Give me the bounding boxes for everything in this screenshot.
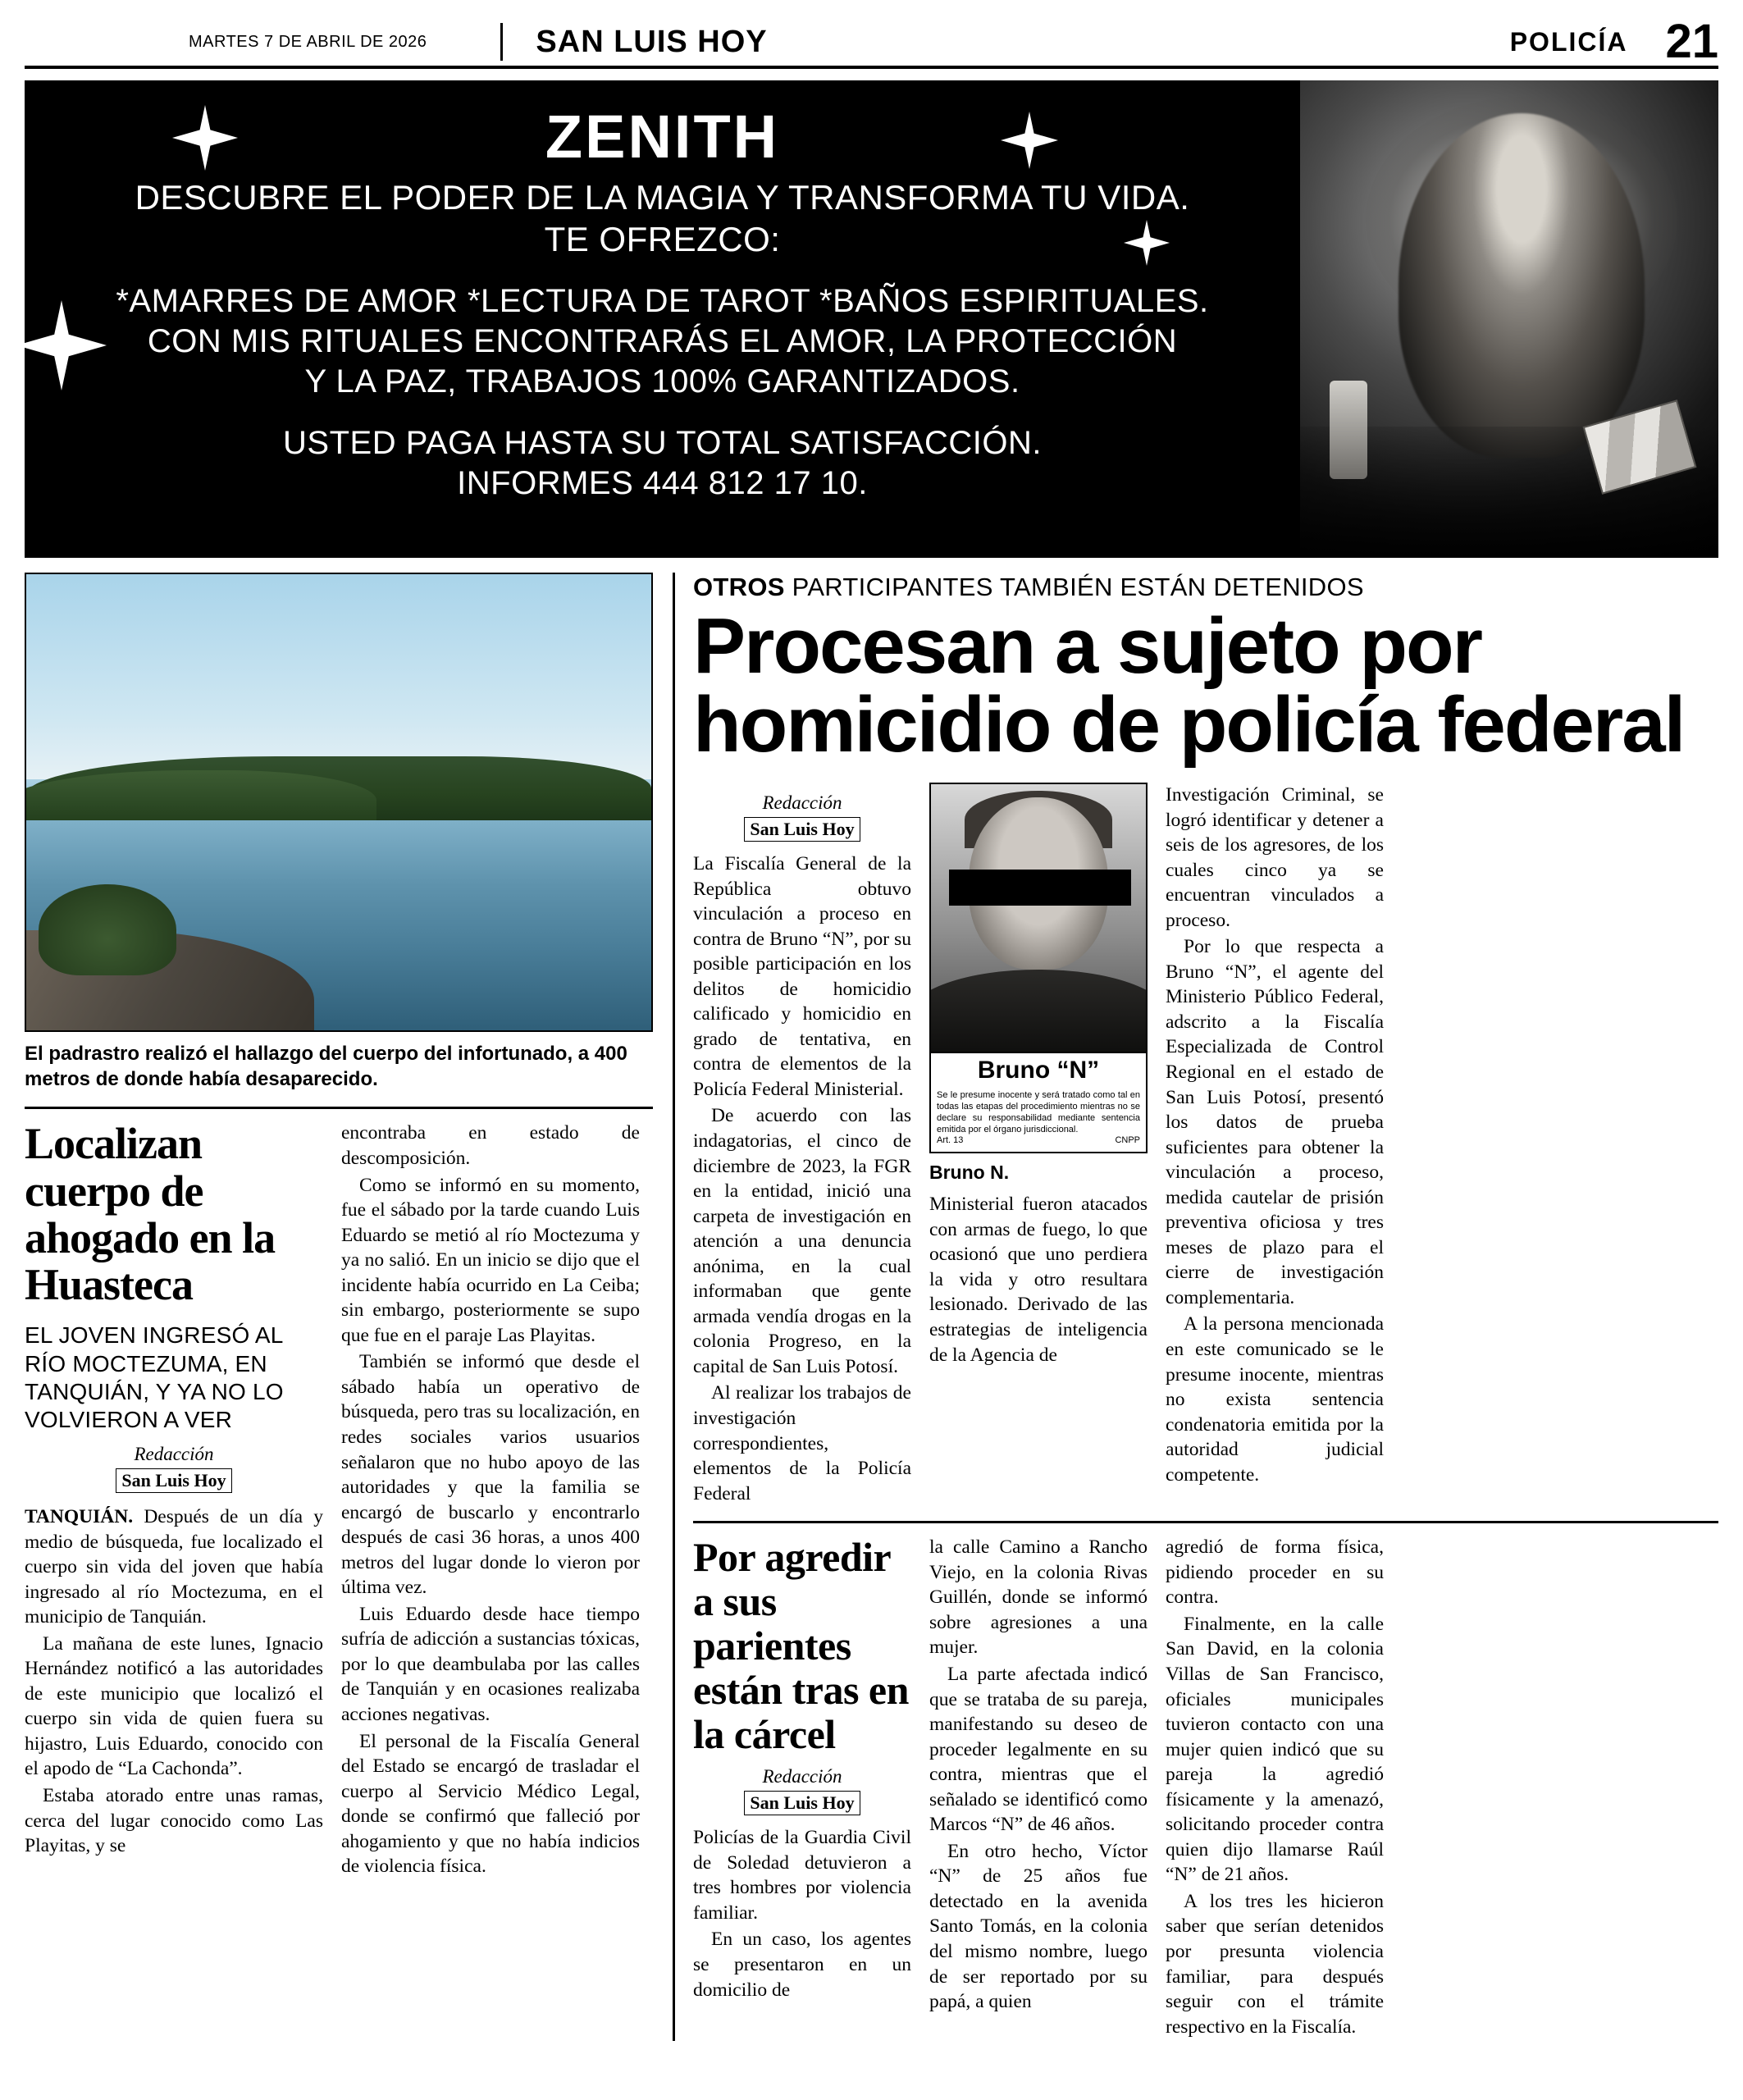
left-byline (25, 1444, 323, 1493)
legal-citation (937, 1135, 1140, 1147)
right-column (693, 573, 1718, 2041)
second-story-col-3 (1166, 1535, 1384, 2041)
photo-caption: El padrastro realizó el hallazgo del cuerpo del infortunado, a 400 metros de donde había desaparecido. (25, 1043, 627, 1090)
left-story-col-1 (25, 1121, 323, 1880)
main-byline (693, 792, 911, 842)
ad-line-3: *AMARRES DE AMOR *LECTURA DE TAROT *BAÑOS ESPIRITUALES. (116, 283, 1209, 320)
legal-text: Se le presume inocente y será tratado como tal en todas las etapas del procedimiento mientras no se declare su responsabilidad mediante sentencia emitida por el órgano jurisdiccional. (937, 1090, 1140, 1134)
main-headline: Procesan a sujeto por homicidio de policía federal (693, 602, 1685, 769)
byline-outlet: San Luis Hoy (744, 817, 860, 842)
paragraph: Policías de la Guardia Civil de Soledad detuvieron a tres hombres por violencia familiar. (693, 1827, 911, 1924)
paragraph: Estaba atorado entre unas ramas, cerca del lugar conocido como Las Playitas, y se (25, 1785, 323, 1857)
paragraph: La mañana de este lunes, Ignacio Hernández notificó a las autoridades de este municipio que localizó el cuerpo sin vida de quien fuera su hijastro, Luis Eduardo, conocido con el apodo de “La Cachonda”. (25, 1632, 323, 1780)
overline-rest: PARTICIPANTES TAMBIÉN ESTÁN DETENIDOS (784, 573, 1364, 601)
paragraph: En un caso, los agentes se presentaron en un domicilio de (693, 1929, 911, 2001)
ad-text-block (25, 80, 1300, 558)
star-icon (1001, 112, 1058, 169)
second-byline (693, 1766, 911, 1815)
left-kicker: EL JOVEN INGRESÓ AL RÍO MOCTEZUMA, EN TANQUIÁN, Y YA NO LO VOLVIERON A VER (25, 1322, 284, 1432)
main-story-col-1 (693, 783, 911, 1508)
second-story (693, 1535, 1718, 2041)
masthead-date: MARTES 7 DE ABRIL DE 2026 (189, 32, 427, 51)
mugshot-cutline: Bruno N. (929, 1162, 1010, 1184)
byline-role: Redacción (762, 792, 842, 813)
ad-photo-fortune-teller (1300, 80, 1718, 558)
column-divider (673, 573, 675, 2041)
main-overline (693, 573, 1718, 602)
page-content (25, 573, 1718, 2041)
paragraph: La Fiscalía General de la República obtuvo vinculación a proceso en contra de Bruno “N”, por su posible participación en los delitos de homicidio calificado y homicidio en grado de tentativa, en contra de elementos de la Policía Federal Ministerial. (693, 853, 911, 1100)
overline-bold: OTROS (693, 573, 785, 601)
masthead-divider (500, 23, 503, 61)
second-story-col-1 (693, 1535, 911, 2041)
paragraph: A la persona mencionada en este comunicado se le presume inocente, mientras no exista sentencia condenatoria emitida por la autoridad judicial competente. (1166, 1313, 1384, 1486)
main-story-col-2 (929, 783, 1148, 1508)
masthead-title: SAN LUIS HOY (536, 24, 768, 59)
left-story-col-2 (341, 1121, 640, 1880)
paragraph: Por lo que respecta a Bruno “N”, el agente del Ministerio Público Federal, adscrito a la Fiscalía Especializada de Control Regional en el estado de San Luis Potosí, presentó los datos de prueba suficientes para obtener la vinculación a proceso, medida cautelar de prisión preventiva oficiosa y tres meses de plazo para el cierre de investigación complementaria. (1166, 936, 1384, 1308)
ad-line-1: DESCUBRE EL PODER DE LA MAGIA Y TRANSFORMA TU VIDA. (135, 178, 1190, 217)
mugshot-photo (929, 783, 1148, 1053)
legal-article: Art. 13 (937, 1135, 964, 1146)
ad-line-4: CON MIS RITUALES ENCONTRARÁS EL AMOR, LA PROTECCIÓN (147, 323, 1178, 360)
ad-brand: ZENITH (545, 103, 780, 171)
paragraph: De acuerdo con las indagatorias, el cinco de diciembre de 2023, la FGR en la entidad, inició una carpeta de investigación en atención a una denuncia anónima, en la cual informaban que gente armada vendía drogas en la colonia Progreso, en la capital de San Luis Potosí. (693, 1105, 911, 1377)
divider (693, 1521, 1718, 1523)
paragraph: En otro hecho, Víctor “N” de 25 años fue detectado en la avenida Santo Tomás, en la colonia del mismo nombre, luego de ser reportado por su papá, a quien (929, 1840, 1148, 2013)
byline-outlet: San Luis Hoy (116, 1468, 231, 1493)
river-photo (25, 573, 653, 1032)
ad-line-5: Y LA PAZ, TRABAJOS 100% GARANTIZADOS. (304, 363, 1020, 400)
masthead-section: POLICÍA (1509, 26, 1628, 57)
paragraph: Luis Eduardo desde hace tiempo sufría de adicción a sustancias tóxicas, por lo que deambulaba por las calles de Tanquián y en ocasiones realizaba acciones negativas. (341, 1603, 640, 1726)
byline-outlet: San Luis Hoy (744, 1791, 860, 1815)
advertisement[interactable] (25, 80, 1718, 558)
paragraph: la calle Camino a Rancho Viejo, en la colonia Rivas Guillén, donde se informó sobre agresiones a una mujer. (929, 1536, 1148, 1659)
left-column (25, 573, 673, 2041)
legal-code: CNPP (1115, 1135, 1140, 1146)
ad-phone: INFORMES 444 812 17 10. (457, 464, 868, 501)
left-headline: Localizan cuerpo de ahogado en la Huasteca (25, 1119, 276, 1310)
left-story (25, 1121, 653, 1880)
byline-role: Redacción (762, 1766, 842, 1787)
paragraph: El personal de la Fiscalía General del Estado se encargó de trasladar el cuerpo al Servicio Médico Legal, donde se confirmó que falleció por ahogamiento y que no había indicios de violencia física. (341, 1730, 640, 1878)
masthead (25, 15, 1718, 69)
paragraph: Al realizar los trabajos de investigación correspondientes, elementos de la Policía Federal (693, 1382, 911, 1504)
paragraph-text: Después de un día y medio de búsqueda, fue localizado el cuerpo sin vida del joven que había ingresado al río Moctezuma, en el municipio de Tanquián. (25, 1506, 324, 1628)
paragraph: También se informó que desde el sábado había un operativo de búsqueda, pero tras su localización, en redes sociales varios usuarios señalaron que no hubo apoyo de las autoridades y que la familia se encargó de buscarlo y encontrarlo después de casi 36 horas, a unos 400 metros del lugar donde lo vieron por última vez. (341, 1351, 640, 1599)
star-icon (25, 300, 107, 390)
paragraph: A los tres les hicieron saber que serían detenidos por presunta violencia familiar, para después seguir con el trámite respectivo en la Fiscalía. (1166, 1890, 1384, 2038)
byline-role: Redacción (134, 1444, 214, 1464)
divider (25, 1107, 653, 1109)
second-headline: Por agredir a sus parientes están tras en la cárcel (693, 1534, 909, 1758)
paragraph: Como se informó en su momento, fue el sábado por la tarde cuando Luis Eduardo se metió al río Moctezuma y ya no salió. En un inicio se dijo que el incidente había ocurrido en La Ceiba; sin embargo, posteriormente se supo que fue en el paraje Las Playitas. (341, 1174, 640, 1346)
ad-line-6: USTED PAGA HASTA SU TOTAL SATISFACCIÓN. (283, 424, 1042, 461)
paragraph: encontraba en estado de descomposición. (341, 1122, 640, 1169)
paragraph: Investigación Criminal, se logró identificar y detener a seis de los agresores, de los cuales cinco ya se encuentran vinculados a proceso. (1166, 784, 1384, 931)
mugshot-legal-notice (929, 1086, 1148, 1153)
paragraph (25, 1504, 323, 1630)
eye-censor-bar (949, 870, 1131, 906)
paragraph: Finalmente, en la calle San David, en la colonia Villas de San Francisco, oficiales municipales tuvieron contacto con una mujer quien indicó que su pareja la agredió físicamente y la amenazó, solicitando proceder contra quien dijo llamarse Raúl “N” de 21 años. (1166, 1613, 1384, 1886)
paragraph-lead: TANQUIÁN. (25, 1506, 134, 1527)
paragraph: Ministerial fueron atacados con armas de fuego, lo que ocasionó que uno perdiera la vida y otro resultara lesionado. Derivado de las estrategias de inteligencia de la Agencia de (929, 1194, 1148, 1366)
star-icon (1124, 220, 1170, 266)
ad-line-2: TE OFREZCO: (544, 220, 781, 259)
second-story-col-2 (929, 1535, 1148, 2041)
main-story (693, 783, 1718, 1508)
mugshot-name: Bruno “N” (929, 1053, 1148, 1086)
paragraph: La parte afectada indicó que se trataba de su pareja, manifestando su deseo de proceder legalmente en su contra, mientras que el señalado se identificó como Marcos “N” de 46 años. (929, 1663, 1148, 1836)
paragraph: agredió de forma física, pidiendo proceder en su contra. (1166, 1536, 1384, 1609)
page-number: 21 (1665, 15, 1718, 68)
star-icon (172, 105, 238, 171)
main-story-col-3 (1166, 783, 1384, 1508)
